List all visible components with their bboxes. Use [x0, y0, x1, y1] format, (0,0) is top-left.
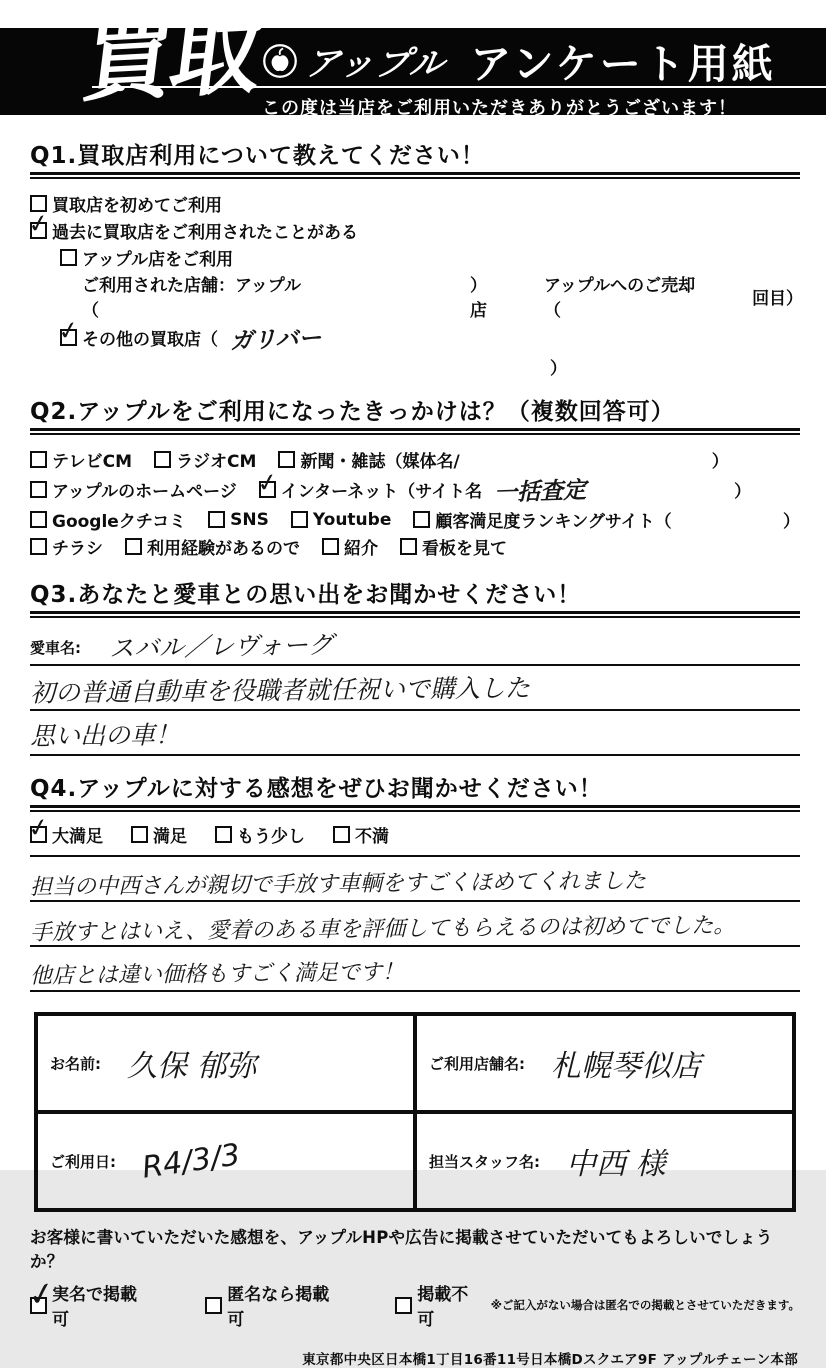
q2-youtube-checkbox[interactable]	[291, 511, 308, 528]
form-title: アンケート用紙	[470, 40, 776, 88]
q3-section	[30, 576, 800, 756]
q2-internet-checkbox[interactable]	[259, 481, 276, 498]
header	[0, 1, 826, 119]
q4-very-satisfied-label: 大満足	[52, 827, 103, 847]
q3-car-name-value: スバル／レヴォーグ	[108, 630, 334, 663]
consent-options	[30, 1280, 800, 1330]
q3-memory-text-2: 思い出の車！	[29, 720, 181, 752]
q4-writing-line-2	[30, 902, 800, 947]
q1-options	[30, 190, 804, 379]
q3-car-name-row	[30, 627, 800, 666]
q3-writing-line-2	[30, 711, 800, 756]
q2-options	[30, 446, 800, 560]
q1-apple-use-label: アップル店をご利用	[82, 250, 234, 270]
store-name-value: 札幌琴似店	[551, 1049, 701, 1084]
q1-section	[30, 137, 804, 379]
q2-tv-label: テレビCM	[52, 452, 133, 472]
q1-other-store-row	[30, 321, 800, 354]
q2-flyer-label: チラシ	[52, 539, 103, 559]
q3-title: Q3.あなたと愛車との思い出をお聞かせください！	[30, 576, 800, 614]
q1-title: Q1.買取店利用について教えてください！	[30, 137, 800, 175]
q1-other-store-checkbox[interactable]	[60, 329, 77, 346]
q2-internet-label: インターネット（サイト名	[280, 482, 483, 502]
apple-logo-text: アップル	[302, 44, 449, 84]
q4-comment-text-2: 手放すとはいえ、愛着のある車を評価してもらえるのは初めてでした。	[29, 913, 736, 946]
q1-store-suffix: ）店	[470, 276, 488, 321]
q1-apple-use-row	[30, 244, 800, 271]
q2-internet-close: ）	[734, 482, 752, 502]
consent-no-publish-label: 掲載不可	[417, 1285, 469, 1330]
store-name-label: ご利用店舗名:	[429, 1054, 525, 1073]
q2-row3	[30, 506, 800, 533]
consent-real-name-checkbox[interactable]	[30, 1297, 47, 1314]
q2-ranking-checkbox[interactable]	[413, 511, 430, 528]
q2-homepage-label: アップルのホームページ	[52, 482, 237, 502]
consent-note: ※ご記入がない場合は匿名での掲載とさせていただきます。	[490, 1298, 800, 1312]
q2-internet-value: 一括査定	[493, 477, 587, 507]
q1-past-use-checkbox[interactable]	[30, 222, 47, 239]
q4-unsatisfied-option[interactable]	[333, 822, 389, 847]
q1-store-prefix: ご利用された店舗：アップル（	[82, 276, 302, 321]
q2-google-label: Googleクチコミ	[52, 512, 187, 532]
q1-sell-prefix: アップルへのご売却（	[543, 276, 696, 321]
q2-radio-checkbox[interactable]	[154, 451, 171, 468]
consent-no-publish-checkbox[interactable]	[395, 1297, 412, 1314]
header-right	[262, 31, 776, 120]
q2-section	[30, 393, 800, 560]
consent-question: お客様に書いていただいた感想を、アップルHPや広告に掲載させていただいてもよろしいでしょうか？	[30, 1228, 773, 1271]
q2-ranking-label: 顧客満足度ランキングサイト（	[435, 512, 672, 532]
q4-comment-text-3: 他店とは違い価格もすごく満足です！	[29, 959, 405, 989]
q4-unsatisfied-checkbox[interactable]	[333, 826, 350, 843]
q1-first-use-label: 買取店を初めてご利用	[52, 196, 222, 216]
q1-sell-suffix: 回目）	[752, 288, 804, 309]
visit-date-label: ご利用日:	[50, 1152, 116, 1171]
q4-section	[30, 770, 800, 992]
q1-past-use-label: 過去に買取店をご利用されたことがある	[52, 223, 358, 243]
q2-experience-checkbox[interactable]	[125, 538, 142, 555]
q2-google-checkbox[interactable]	[30, 511, 47, 528]
header-subtitle: この度は当店をご利用いただきありがとうございます！	[262, 98, 737, 119]
consent-anonymous-label: 匿名なら掲載可	[227, 1285, 330, 1330]
q3-memory-text-1: 初の普通自動車を役職者就任祝いで購入した	[29, 673, 531, 708]
q2-flyer-checkbox[interactable]	[30, 538, 47, 555]
q1-past-use-row	[30, 217, 800, 244]
store-name-cell	[415, 1014, 794, 1112]
q4-soso-label: もう少し	[237, 827, 305, 847]
q4-unsatisfied-label: 不満	[355, 827, 389, 847]
q1-store-row	[30, 271, 804, 321]
q4-writing-line-1	[30, 857, 800, 902]
q2-signboard-checkbox[interactable]	[400, 538, 417, 555]
name-value: 久保 郁弥	[127, 1049, 257, 1084]
kaitori-logo: 買取	[76, 1, 264, 116]
customer-info-table	[34, 1012, 796, 1212]
q4-soso-option[interactable]	[215, 822, 305, 847]
q1-other-store-label: その他の買取店（	[82, 330, 218, 350]
q2-news-label: 新聞・雑誌（媒体名/	[300, 452, 460, 472]
q2-signboard-label: 看板を見て	[422, 539, 507, 559]
consent-real-name-label: 実名で掲載可	[52, 1285, 137, 1330]
q2-title: Q2.アップルをご利用になったきっかけは？（複数回答可）	[30, 393, 800, 431]
q1-other-store-value: ガリバー	[229, 325, 322, 355]
apple-logo-icon	[262, 43, 298, 79]
q2-tv-checkbox[interactable]	[30, 451, 47, 468]
q3-car-name-label: 愛車名:	[30, 639, 81, 657]
q4-satisfied-checkbox[interactable]	[131, 826, 148, 843]
q4-soso-checkbox[interactable]	[215, 826, 232, 843]
q4-title: Q4.アップルに対する感想をぜひお聞かせください！	[30, 770, 800, 808]
q2-experience-label: 利用経験があるので	[147, 539, 300, 559]
staff-name-cell	[415, 1112, 794, 1210]
q2-ranking-close: ）	[783, 512, 800, 532]
name-cell	[36, 1014, 415, 1112]
form-body	[0, 115, 826, 1368]
q2-sns-label: SNS	[230, 509, 269, 530]
q1-first-use-row	[30, 190, 800, 217]
q2-row4	[30, 533, 800, 560]
q2-youtube-label: Youtube	[312, 509, 392, 530]
company-address: 東京都中央区日本橋1丁目16番11号日本橋Dスクエア9F アップルチェーン本部	[302, 1352, 798, 1368]
q2-referral-label: 紹介	[344, 539, 378, 559]
q2-row2	[30, 473, 800, 506]
q4-satisfied-option[interactable]	[131, 822, 187, 847]
q4-very-satisfied-option[interactable]	[30, 822, 103, 847]
q2-sns-checkbox[interactable]	[208, 511, 225, 528]
q1-other-store-close-row	[30, 354, 800, 379]
q4-satisfied-label: 満足	[153, 827, 187, 847]
q3-writing-line-1	[30, 666, 800, 711]
q2-radio-label: ラジオCM	[176, 452, 257, 472]
q2-news-close: ）	[711, 452, 729, 472]
q2-homepage-checkbox[interactable]	[30, 481, 47, 498]
staff-name-value: 中西 様	[566, 1147, 666, 1182]
header-title-row	[262, 31, 776, 90]
name-label: お名前:	[50, 1054, 101, 1073]
visit-date-value: R4/3/3	[140, 1136, 243, 1186]
q1-other-store-close: ）	[550, 359, 567, 379]
q4-very-satisfied-checkbox[interactable]	[30, 826, 47, 843]
q4-comment-text-1: 担当の中西さんが親切で手放す車輌をすごくほめてくれました	[29, 868, 647, 900]
table-row	[36, 1014, 794, 1112]
q4-writing-line-3	[30, 947, 800, 992]
q2-referral-checkbox[interactable]	[322, 538, 339, 555]
q4-ratings-row	[30, 822, 800, 857]
staff-name-label: 担当スタッフ名:	[429, 1152, 540, 1171]
consent-anonymous-checkbox[interactable]	[205, 1297, 222, 1314]
visit-date-cell	[36, 1112, 415, 1210]
q2-row1	[30, 446, 800, 473]
table-row	[36, 1112, 794, 1210]
q1-apple-use-checkbox[interactable]	[60, 249, 77, 266]
q2-news-checkbox[interactable]	[278, 451, 295, 468]
